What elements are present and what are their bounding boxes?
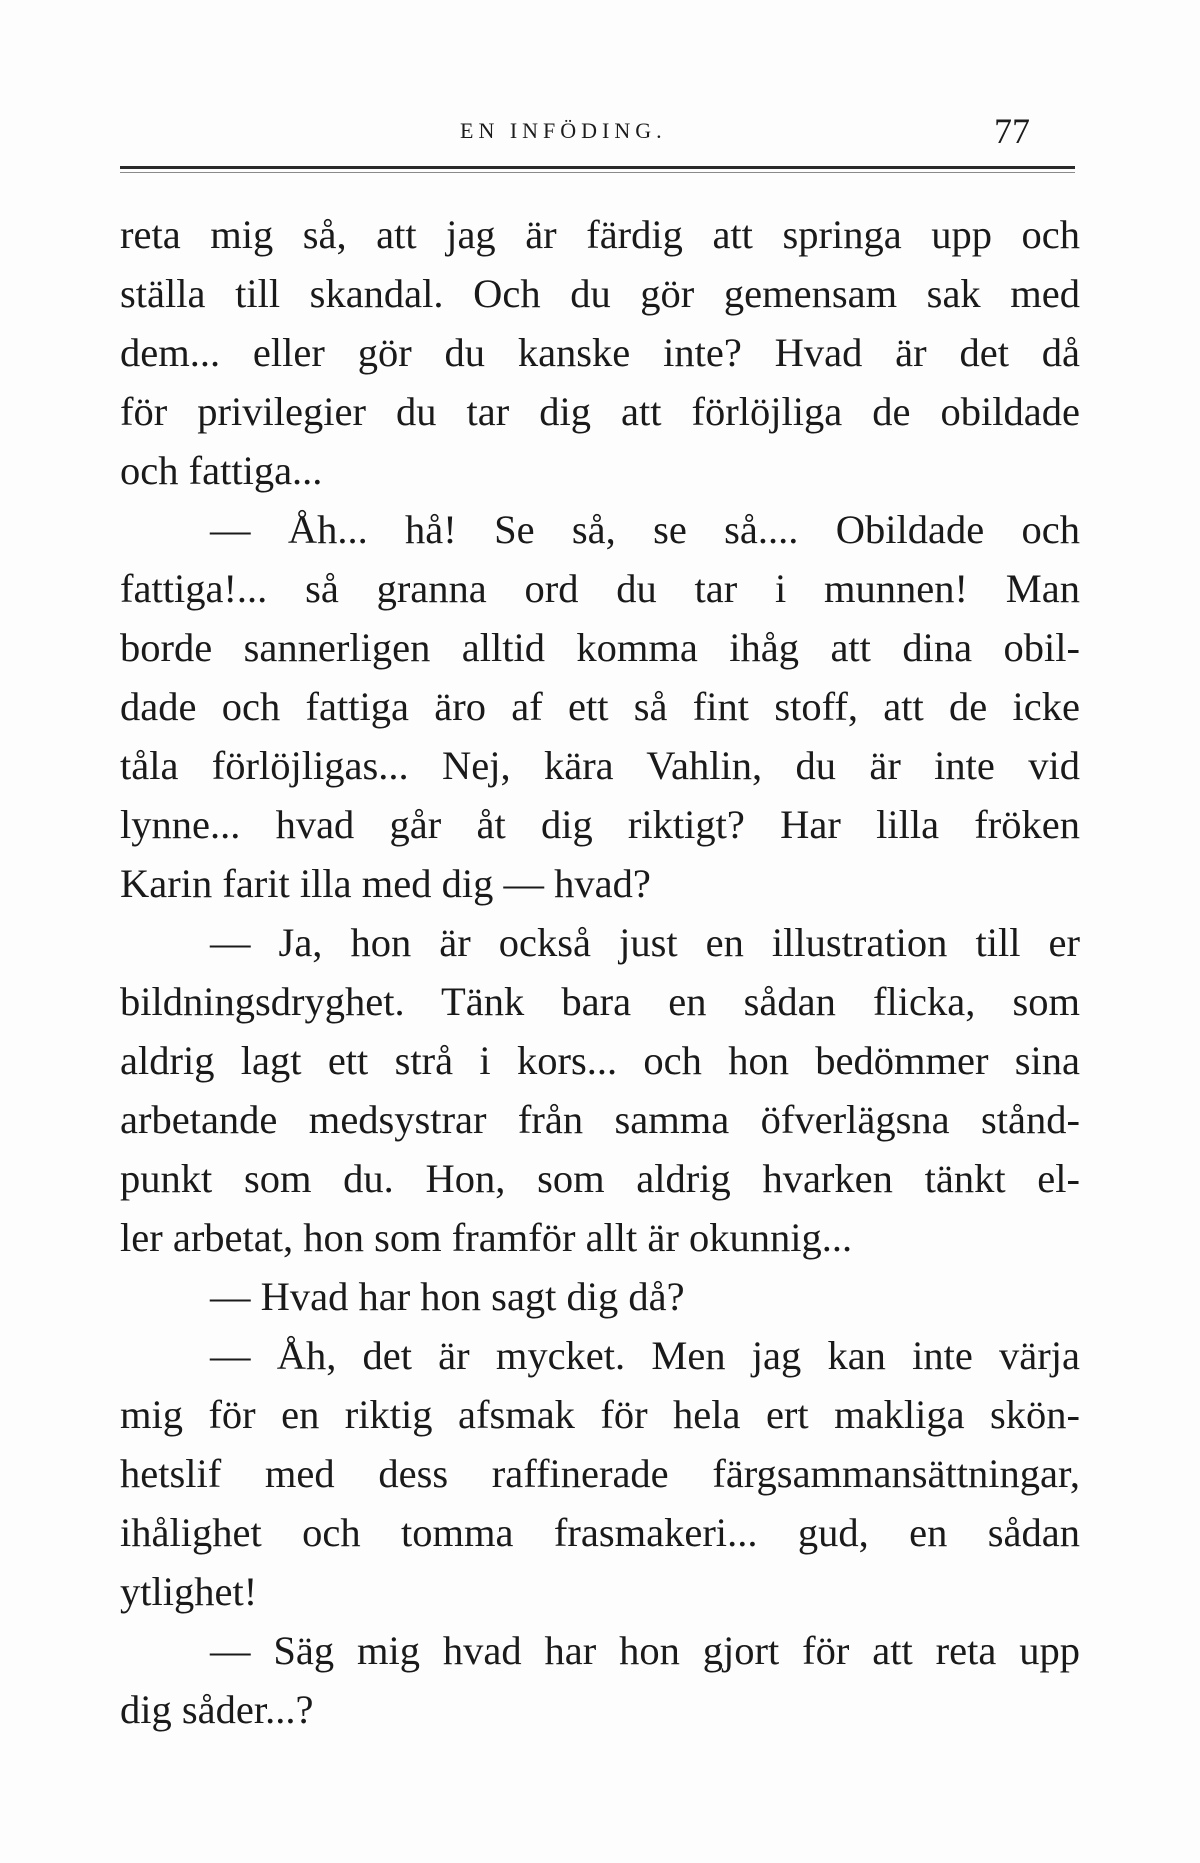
text-line: ler arbetat, hon som framför allt är okunnig...	[120, 1215, 853, 1260]
page-number: 77	[994, 111, 1030, 151]
text-line: och fattiga...	[120, 448, 323, 493]
text-line: borde sannerligen alltid komma ihåg att dina obil-	[120, 625, 1080, 670]
text-line: mig för en riktig afsmak för hela ert makliga skön-	[120, 1392, 1080, 1437]
text-line: aldrig lagt ett strå i kors... och hon bedömmer sina	[120, 1038, 1080, 1083]
text-line: arbetande medsystrar från samma öfverlägsna stånd-	[120, 1097, 1080, 1142]
body-text	[120, 205, 1080, 1739]
text-line: — Åh, det är mycket. Men jag kan inte värja	[210, 1333, 1080, 1378]
text-line: — Hvad har hon sagt dig då?	[210, 1274, 685, 1319]
running-title: EN INFÖDING.	[460, 118, 667, 143]
header-rule-thin	[120, 172, 1075, 173]
text-line: dade och fattiga äro af ett så fint stoff, att de icke	[120, 684, 1080, 729]
text-line: — Åh... hå! Se så, se så.... Obildade och	[210, 507, 1080, 552]
text-line: tåla förlöjligas... Nej, kära Vahlin, du är inte vid	[120, 743, 1080, 788]
text-line: fattiga!... så granna ord du tar i munnen! Man	[120, 566, 1080, 611]
text-line: för privilegier du tar dig att förlöjliga de obildade	[120, 389, 1080, 434]
text-line: ytlighet!	[120, 1569, 258, 1614]
text-line: — Ja, hon är också just en illustration till er	[210, 920, 1080, 965]
text-line: punkt som du. Hon, som aldrig hvarken tänkt el-	[120, 1156, 1080, 1201]
text-line: reta mig så, att jag är färdig att springa upp och	[120, 212, 1080, 257]
text-line: hetslif med dess raffinerade färgsammansättningar,	[120, 1451, 1080, 1496]
text-line: ställa till skandal. Och du gör gemensam sak med	[120, 271, 1080, 316]
text-line: Karin farit illa med dig — hvad?	[120, 861, 651, 906]
text-line: ihålighet och tomma frasmakeri... gud, en sådan	[120, 1510, 1080, 1555]
text-line: dig såder...?	[120, 1687, 314, 1732]
text-line: bildningsdryghet. Tänk bara en sådan flicka, som	[120, 979, 1080, 1024]
header-rule	[120, 166, 1075, 169]
page-header	[120, 110, 1080, 170]
text-line: lynne... hvad går åt dig riktigt? Har lilla fröken	[120, 802, 1080, 847]
text-line: — Säg mig hvad har hon gjort för att reta upp	[210, 1628, 1080, 1673]
text-line: dem... eller gör du kanske inte? Hvad är det då	[120, 330, 1080, 375]
